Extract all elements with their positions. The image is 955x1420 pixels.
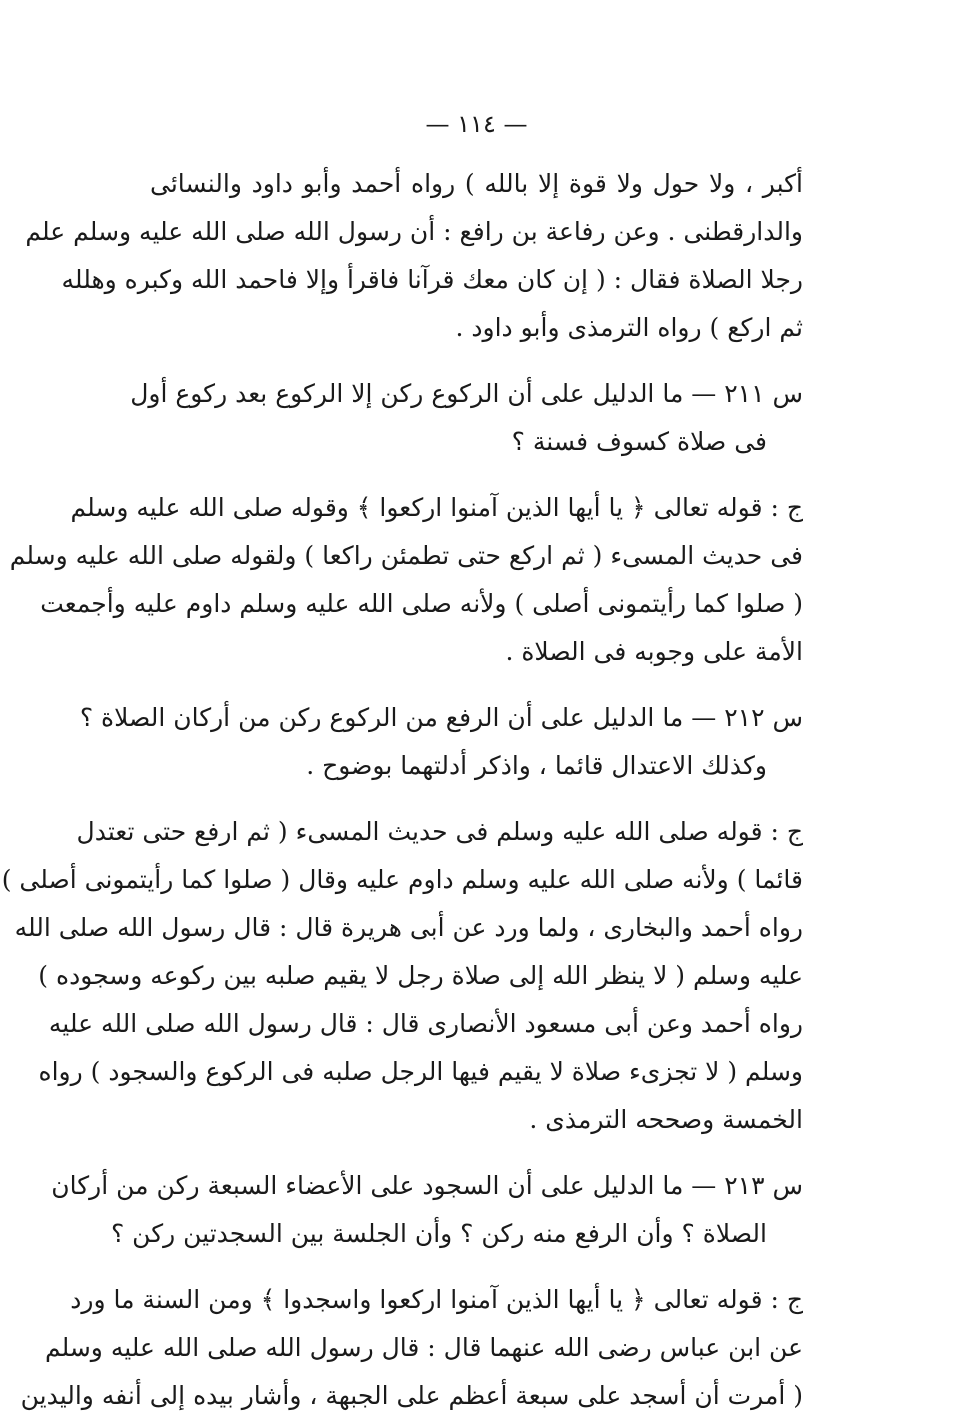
text-line: ثم اركع ) رواه الترمذى وأبو داود .	[455, 313, 803, 342]
answer-line: رواه أحمد والبخارى ، ولما ورد عن أبى هريرة قال : قال رسول الله صلى الله	[14, 913, 803, 942]
answer-line: ج : قوله تعالى ﴿ يا أيها الذين آمنوا اركعوا واسجدوا ﴾ ومن السنة ما ورد	[70, 1285, 803, 1314]
answer-line: ( أمرت أن أسجد على سبعة أعظم على الجبهة ، وأشار بيده إلى أنفه واليدين	[20, 1381, 803, 1410]
question-213	[51, 1162, 803, 1258]
question-line: فى صلاة كسوف فسنة ؟	[511, 427, 767, 456]
answer-line: ج : قوله صلى الله عليه وسلم فى حديث المسىء ( ثم ارفع حتى تعتدل	[76, 817, 803, 846]
answer-line: الأمة على وجوبه فى الصلاة .	[505, 637, 803, 666]
answer-211	[9, 484, 803, 676]
question-line: س ٢١١ — ما الدليل على أن الركوع ركن إلا الركوع بعد ركوع أول	[130, 379, 803, 408]
answer-212	[1, 808, 803, 1144]
paragraph-continuation	[25, 160, 803, 352]
question-line: الصلاة ؟ وأن الرفع منه ركن ؟ وأن الجلسة بين السجدتين ركن ؟	[110, 1219, 767, 1248]
text-line: والدارقطنى . وعن رفاعة بن رافع : أن رسول الله صلى الله عليه وسلم علم	[25, 217, 803, 246]
answer-line: وسلم ( لا تجزىء صلاة لا يقيم فيها الرجل صلبه فى الركوع والسجود ) رواه	[38, 1057, 803, 1086]
answer-line: عن ابن عباس رضى الله عنهما قال : قال رسول الله صلى الله عليه وسلم	[44, 1333, 803, 1362]
question-211	[130, 370, 803, 466]
answer-line: الخمسة وصححه الترمذى .	[529, 1105, 803, 1134]
question-line: س ٢١٢ — ما الدليل على أن الرفع من الركوع ركن من أركان الصلاة ؟	[79, 703, 803, 732]
answer-line: قائما ) ولأنه صلى الله عليه وسلم داوم عليه وقال ( صلوا كما رأيتمونى أصلى )	[1, 865, 803, 894]
text-line: رجلا الصلاة فقال : ( إن كان معك قرآنا فاقرأ وإلا فاحمد الله وكبره وهلله	[61, 265, 803, 294]
answer-213	[20, 1276, 803, 1420]
question-line: وكذلك الاعتدال قائما ، واذكر أدلتهما بوضوح .	[306, 751, 767, 780]
answer-line: عليه وسلم ( لا ينظر الله إلى صلاة رجل لا يقيم صلبه بين ركوعه وسجوده )	[38, 961, 803, 990]
answer-line: فى حديث المسىء ( ثم اركع حتى تطمئن راكعا ) ولقوله صلى الله عليه وسلم	[9, 541, 803, 570]
answer-line: رواه أحمد وعن أبى مسعود الأنصارى قال : قال رسول الله صلى الله عليه	[48, 1009, 803, 1038]
answer-line: ( صلوا كما رأيتمونى أصلى ) ولأنه صلى الله عليه وسلم داوم عليه وأجمعت	[40, 589, 803, 618]
question-212	[79, 694, 803, 790]
text-line: أكبر ، ولا حول ولا قوة إلا بالله ) رواه أحمد وأبو داود والنسائى	[150, 169, 803, 198]
question-line: س ٢١٣ — ما الدليل على أن السجود على الأعضاء السبعة ركن من أركان	[51, 1171, 803, 1200]
page-number: — ١١٤ —	[425, 110, 528, 138]
answer-line: ج : قوله تعالى ﴿ يا أيها الذين آمنوا اركعوا ﴾ وقوله صلى الله عليه وسلم	[70, 493, 803, 522]
